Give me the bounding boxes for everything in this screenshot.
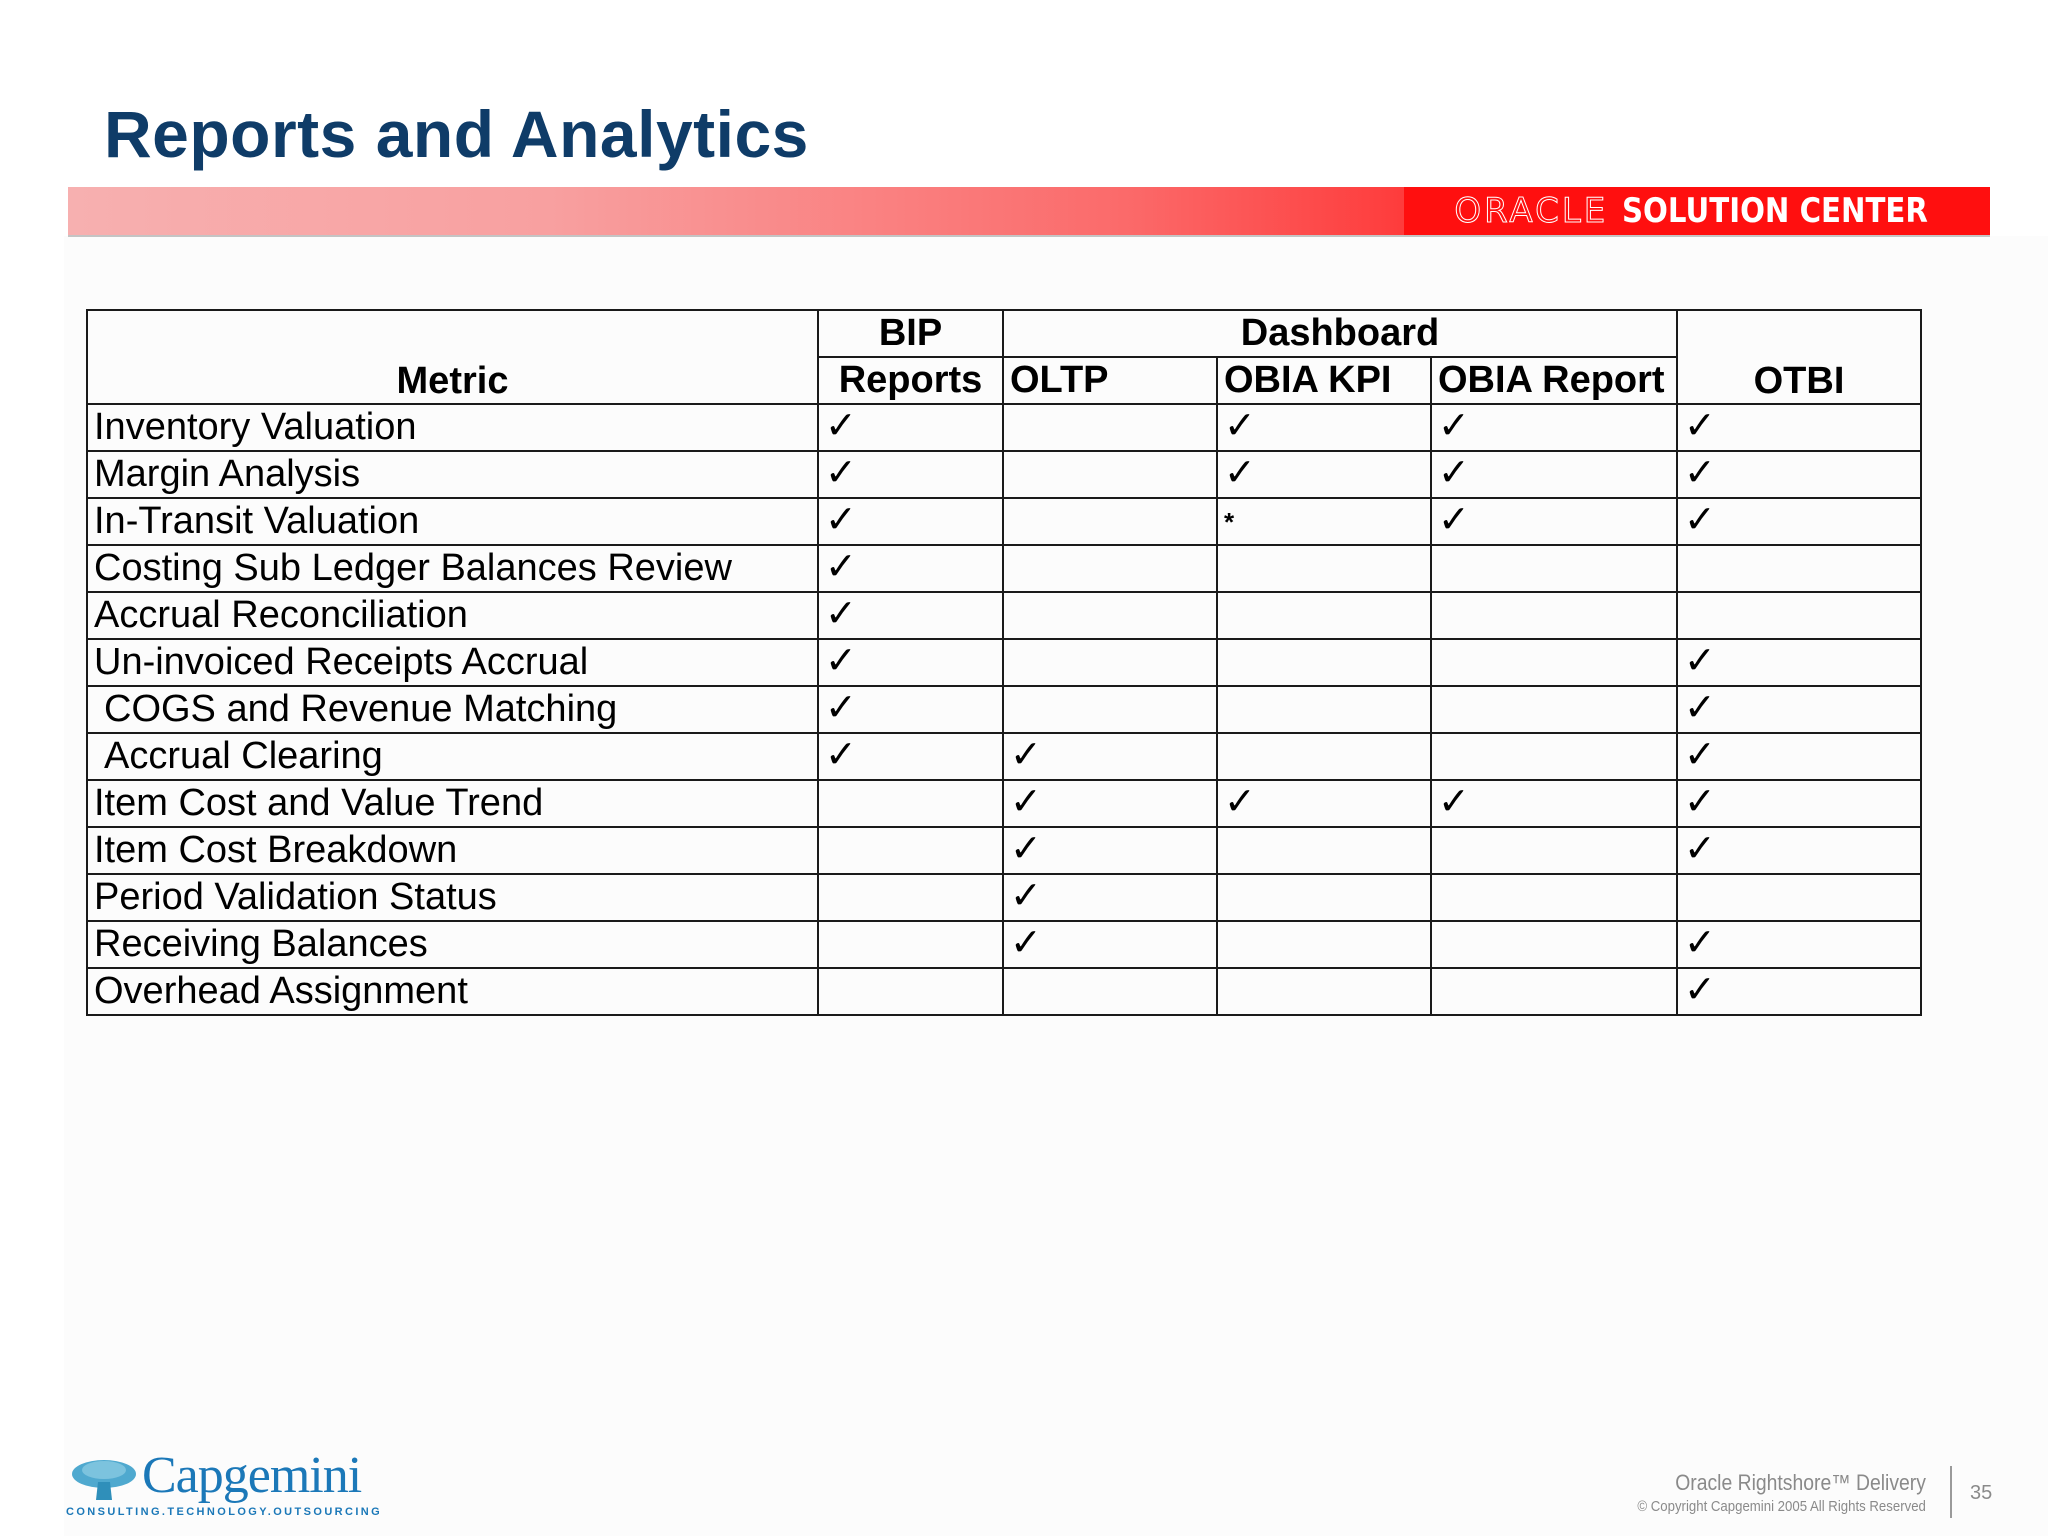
obia-report-cell — [1431, 451, 1677, 498]
oltp-cell — [1003, 498, 1217, 545]
otbi-cell — [1677, 874, 1921, 921]
obia-report-cell — [1431, 498, 1677, 545]
metric-cell: COGS and Revenue Matching — [87, 686, 818, 733]
footer-divider — [1950, 1466, 1952, 1518]
check-icon: ✓ — [1684, 498, 1716, 541]
bip-cell — [818, 780, 1003, 827]
obia-kpi-cell — [1217, 686, 1431, 733]
obia-report-cell — [1431, 733, 1677, 780]
check-icon: ✓ — [1224, 451, 1256, 494]
check-icon: ✓ — [1684, 733, 1716, 776]
page-number: 35 — [1970, 1482, 1993, 1504]
oracle-wordmark: ORACLE — [1454, 191, 1609, 231]
metric-cell: Item Cost and Value Trend — [87, 780, 818, 827]
metric-cell: Receiving Balances — [87, 921, 818, 968]
footer-delivery: Oracle Rightshore™ Delivery — [1675, 1470, 1926, 1495]
table-row — [87, 498, 1921, 545]
table-row — [87, 404, 1921, 451]
obia-report-cell — [1431, 545, 1677, 592]
check-icon: ✓ — [825, 451, 857, 494]
bip-cell — [818, 404, 1003, 451]
check-icon: ✓ — [825, 639, 857, 682]
capgemini-logo — [66, 1447, 383, 1520]
obia-kpi-cell — [1217, 921, 1431, 968]
check-icon: ✓ — [1224, 404, 1256, 447]
oltp-cell — [1003, 968, 1217, 1015]
slide-title: Reports and Analytics — [104, 97, 809, 171]
bip-cell — [818, 639, 1003, 686]
table-row — [87, 545, 1921, 592]
metric-cell: In-Transit Valuation — [87, 498, 818, 545]
obia-kpi-cell — [1217, 827, 1431, 874]
oltp-cell — [1003, 451, 1217, 498]
bip-cell — [818, 968, 1003, 1015]
obia-kpi-cell — [1217, 968, 1431, 1015]
header-obia-report: OBIA Report — [1431, 357, 1677, 404]
obia-report-cell — [1431, 921, 1677, 968]
obia-report-cell — [1431, 686, 1677, 733]
check-icon: ✓ — [1010, 827, 1042, 870]
metric-cell: Un-invoiced Receipts Accrual — [87, 639, 818, 686]
oltp-cell — [1003, 780, 1217, 827]
header-otbi: OTBI — [1677, 310, 1921, 404]
check-icon: ✓ — [1438, 780, 1470, 823]
oltp-cell — [1003, 639, 1217, 686]
metric-cell: Margin Analysis — [87, 451, 818, 498]
metric-cell: Costing Sub Ledger Balances Review — [87, 545, 818, 592]
footer-credits — [1598, 1470, 1926, 1515]
obia-kpi-cell — [1217, 592, 1431, 639]
bip-cell — [818, 874, 1003, 921]
otbi-cell — [1677, 545, 1921, 592]
check-icon: ✓ — [1010, 874, 1042, 917]
check-icon: ✓ — [825, 545, 857, 588]
obia-kpi-cell — [1217, 451, 1431, 498]
oltp-cell — [1003, 733, 1217, 780]
obia-kpi-cell — [1217, 780, 1431, 827]
check-icon: ✓ — [825, 498, 857, 541]
otbi-cell — [1677, 968, 1921, 1015]
obia-kpi-cell — [1217, 639, 1431, 686]
header-oltp: OLTP — [1003, 357, 1217, 404]
check-icon: ✓ — [1438, 498, 1470, 541]
check-icon: ✓ — [1438, 451, 1470, 494]
check-icon: ✓ — [1684, 686, 1716, 729]
obia-report-cell — [1431, 592, 1677, 639]
otbi-cell — [1677, 686, 1921, 733]
check-icon: ✓ — [1684, 921, 1716, 964]
metric-cell: Overhead Assignment — [87, 968, 818, 1015]
check-icon: ✓ — [1684, 639, 1716, 682]
solution-center-label: SOLUTION CENTER — [1622, 191, 1929, 231]
check-icon: ✓ — [1684, 827, 1716, 870]
check-icon: ✓ — [825, 592, 857, 635]
bip-cell — [818, 498, 1003, 545]
bip-cell — [818, 827, 1003, 874]
otbi-cell — [1677, 498, 1921, 545]
matrix-body — [87, 404, 1921, 1015]
otbi-cell — [1677, 592, 1921, 639]
otbi-cell — [1677, 733, 1921, 780]
capgemini-spade-icon — [68, 1454, 140, 1504]
oracle-banner — [68, 187, 1990, 237]
oltp-cell — [1003, 404, 1217, 451]
asterisk-mark: * — [1224, 507, 1235, 537]
metric-cell: Inventory Valuation — [87, 404, 818, 451]
bip-cell — [818, 592, 1003, 639]
bip-cell — [818, 686, 1003, 733]
metric-cell: Accrual Clearing — [87, 733, 818, 780]
header-obia-kpi: OBIA KPI — [1217, 357, 1431, 404]
footer-copyright: © Copyright Capgemini 2005 All Rights Reserved — [1637, 1498, 1926, 1515]
check-icon: ✓ — [1438, 404, 1470, 447]
check-icon: ✓ — [1684, 451, 1716, 494]
obia-report-cell — [1431, 639, 1677, 686]
metric-cell: Period Validation Status — [87, 874, 818, 921]
table-row — [87, 827, 1921, 874]
otbi-cell — [1677, 921, 1921, 968]
table-row — [87, 592, 1921, 639]
metric-cell: Item Cost Breakdown — [87, 827, 818, 874]
check-icon: ✓ — [1684, 968, 1716, 1011]
capgemini-wordmark: Capgemini — [142, 1447, 362, 1504]
obia-kpi-cell — [1217, 404, 1431, 451]
obia-kpi-cell — [1217, 545, 1431, 592]
reports-matrix-table — [86, 309, 1922, 1016]
otbi-cell — [1677, 404, 1921, 451]
check-icon: ✓ — [1010, 780, 1042, 823]
check-icon: ✓ — [825, 733, 857, 776]
bip-cell — [818, 451, 1003, 498]
header-bip-line2: Reports — [818, 357, 1003, 404]
otbi-cell — [1677, 451, 1921, 498]
header-bip-line1: BIP — [818, 310, 1003, 357]
table-row — [87, 686, 1921, 733]
otbi-cell — [1677, 827, 1921, 874]
bip-cell — [818, 733, 1003, 780]
table-row — [87, 921, 1921, 968]
obia-report-cell — [1431, 404, 1677, 451]
otbi-cell — [1677, 780, 1921, 827]
obia-report-cell — [1431, 968, 1677, 1015]
otbi-cell — [1677, 639, 1921, 686]
oltp-cell — [1003, 874, 1217, 921]
obia-kpi-cell — [1217, 733, 1431, 780]
check-icon: ✓ — [1010, 733, 1042, 776]
check-icon: ✓ — [1224, 780, 1256, 823]
header-dashboard: Dashboard — [1003, 310, 1677, 357]
obia-kpi-cell — [1217, 498, 1431, 545]
table-row — [87, 780, 1921, 827]
check-icon: ✓ — [825, 686, 857, 729]
header-row-1 — [87, 310, 1921, 357]
capgemini-tagline: CONSULTING.TECHNOLOGY.OUTSOURCING — [66, 1506, 383, 1518]
check-icon: ✓ — [1684, 780, 1716, 823]
check-icon: ✓ — [1010, 921, 1042, 964]
table-row — [87, 733, 1921, 780]
check-icon: ✓ — [1684, 404, 1716, 447]
header-metric: Metric — [87, 310, 818, 404]
table-row — [87, 968, 1921, 1015]
oltp-cell — [1003, 827, 1217, 874]
metric-cell: Accrual Reconciliation — [87, 592, 818, 639]
bip-cell — [818, 921, 1003, 968]
obia-report-cell — [1431, 780, 1677, 827]
table-row — [87, 639, 1921, 686]
oracle-solution-center-logo — [1404, 187, 1990, 235]
oltp-cell — [1003, 592, 1217, 639]
oltp-cell — [1003, 921, 1217, 968]
obia-report-cell — [1431, 874, 1677, 921]
table-row — [87, 874, 1921, 921]
oltp-cell — [1003, 686, 1217, 733]
bip-cell — [818, 545, 1003, 592]
oltp-cell — [1003, 545, 1217, 592]
obia-report-cell — [1431, 827, 1677, 874]
table-row — [87, 451, 1921, 498]
check-icon: ✓ — [825, 404, 857, 447]
obia-kpi-cell — [1217, 874, 1431, 921]
